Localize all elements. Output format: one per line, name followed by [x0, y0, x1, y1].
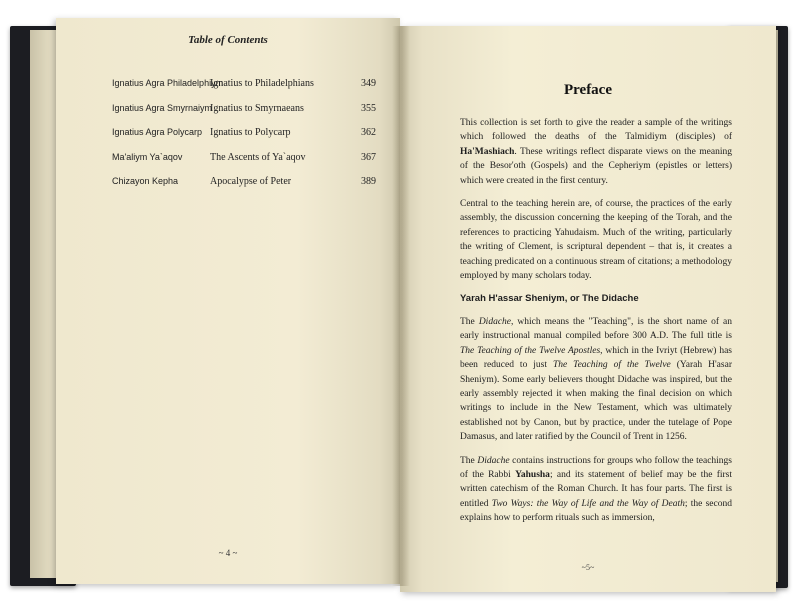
book-gutter	[392, 26, 410, 586]
toc-hebrew-title: Ignatius Agra Smyrnaiym	[112, 102, 213, 113]
toc-table	[112, 78, 376, 201]
toc-row	[112, 152, 376, 175]
text-run: , which means the "Teaching", is the short name of an early instructional manual compiled before 300 A.D. The full title is	[460, 316, 732, 342]
toc-hebrew-title: Ignatius Agra Philadelphiym	[112, 78, 224, 88]
text-run: contains instructions for groups who follow the teachings of the Rabbi	[460, 455, 732, 480]
text-run: , which in the Ivriyt (Hebrew) has been reduced to just	[460, 345, 732, 371]
running-title: Table of Contents	[188, 34, 268, 46]
toc-english-title: Ignatius to Polycarp	[210, 127, 291, 139]
page-folio-right: ~5~	[581, 563, 595, 572]
toc-row	[112, 103, 376, 126]
toc-english-title: Ignatius to Smyrnaeans	[210, 102, 304, 114]
section-heading: Yarah H'assar Sheniym, or The Didache	[460, 293, 639, 305]
text-run: ; and its statement of belief may be the first written catechism of the Roman Church. It has four parts. The first is entitled	[460, 469, 732, 509]
paragraph	[460, 454, 732, 526]
text-run: This collection is set forth to give the reader a sample of the writings which followed the deaths of the Talmidiym (disciples) of	[460, 118, 732, 143]
toc-page-number: 349	[361, 78, 376, 89]
toc-hebrew-title: Ma'aliym Ya`aqov	[112, 151, 183, 162]
toc-hebrew-title: Ignatius Agra Polycarp	[112, 127, 203, 138]
toc-english-title: Ignatius to Philadelphians	[210, 78, 314, 89]
toc-english-title: The Ascents of Ya`aqov	[210, 151, 306, 163]
paragraph	[460, 315, 732, 445]
text-run: (Yarah H'asar Sheniym). Some early believers thought Didache was inspired, but the early assembly rejected it when making the final decision on which writings to include in the New Testament, which was ultimately established not by Canon, but by practice, under the tutelage of Pope Damasus, and later ratified by the Council of Trent in 1256.	[460, 360, 732, 443]
page-folio-left: ~ 4 ~	[218, 548, 238, 558]
left-page	[56, 18, 400, 584]
italic-title: Didache	[477, 455, 510, 466]
text-run: ; the second explains how to perform rituals such as immersion,	[460, 498, 732, 524]
italic-title: The Teaching of the Twelve Apostles	[460, 345, 601, 356]
toc-page-number: 362	[361, 127, 376, 139]
toc-page-number: 367	[361, 151, 376, 163]
text-run: The	[460, 455, 478, 466]
toc-page-number: 355	[361, 102, 376, 114]
paragraph	[460, 116, 732, 188]
italic-title: Didache	[478, 316, 511, 327]
body-text	[460, 116, 732, 535]
emphasis-name: Ha'Mashiach	[460, 146, 515, 157]
toc-row	[112, 78, 376, 101]
toc-row	[112, 176, 376, 199]
toc-row	[112, 127, 376, 150]
toc-english-title: Apocalypse of Peter	[210, 176, 292, 188]
right-page	[400, 26, 776, 592]
toc-hebrew-title: Chizayon Kepha	[112, 176, 179, 187]
page-title: Preface	[563, 82, 613, 98]
paragraph: Central to the teaching herein are, of course, the practices of the early assembly, the discussion concerning the keeping of the Torah, and the references to practicing Yahudaism. Much of the writing, particularly the writing of Clement, is scriptural dependent – that is, it creates a teaching predicated on a continuous stream of citations; a methodology employed by many scholars today.	[460, 199, 732, 282]
emphasis-name: Yahusha	[515, 469, 550, 480]
toc-page-number: 389	[361, 176, 376, 188]
text-run: . These writings reflect disparate views on the meaning of the Besor'oth (Gospels) and the Cepheriym (epistles or letters) which were created in the first century.	[460, 146, 732, 186]
italic-title: The Teaching of the Twelve	[552, 360, 671, 371]
text-run: The	[460, 316, 479, 327]
italic-title: Two Ways: the Way of Life and the Way of Death	[491, 498, 685, 509]
